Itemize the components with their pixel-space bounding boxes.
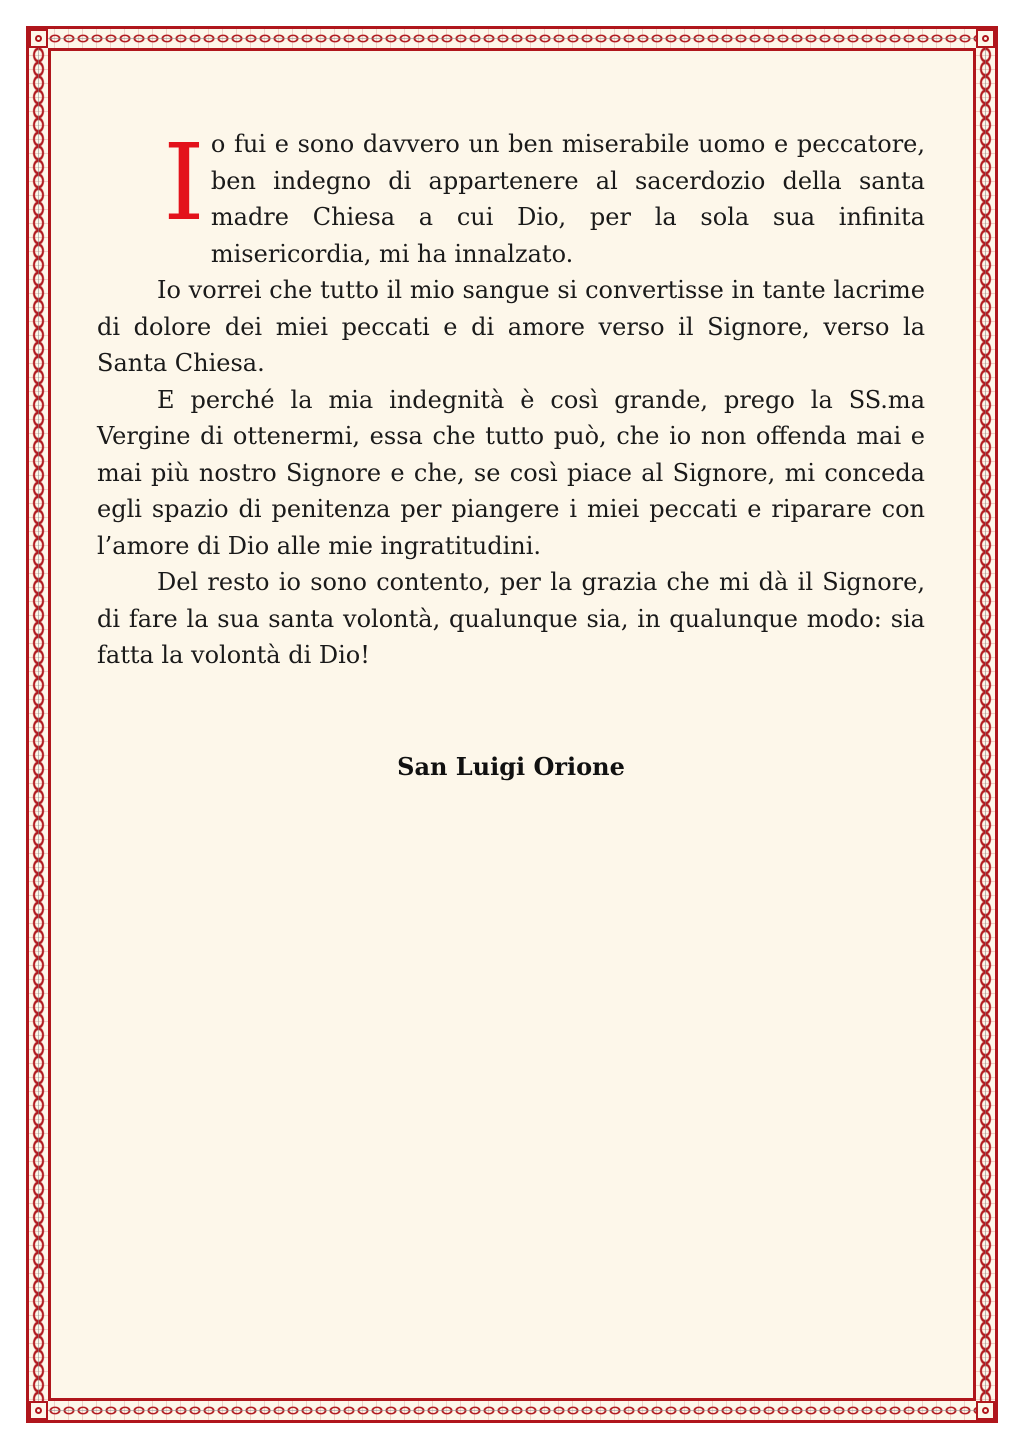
paragraph-4: Del resto io sono contento, per la grazia che mi dà il Signore, di fare la sua santa volontà, qualunque sia, in qualunque modo: sia fatta la volontà di Dio! — [97, 568, 925, 669]
paragraph-3: E perché la mia indegnità è così grande, prego la SS.ma Vergine di ottenermi, essa che tutto può, che io non offenda mai e mai più nostro Signore e che, se così piace al Signore, mi conceda egli spazio di penitenza per piangere i miei peccati e riparare con l’amore di Dio alle mie ingratitudini. — [97, 385, 925, 560]
frame-corner-bottom-left — [29, 1401, 48, 1420]
paragraph-2: Io vorrei che tutto il mio sangue si convertisse in tante lacrime di dolore dei miei peccati e di amore verso il Signore, verso la Santa Chiesa. — [97, 276, 925, 377]
frame-band-right-line — [985, 48, 986, 1401]
frame-band-bottom-line — [48, 1410, 976, 1411]
frame-corner-top-left — [29, 29, 48, 48]
letter-body — [97, 121, 925, 674]
paragraph-1-text: o fui e sono davvero un ben miserabile uomo e peccatore, ben indegno di appartenere al sacerdozio della santa madre Chiesa a cui Dio, per la sola sua infinita misericordia, mi ha innalzato. — [210, 130, 925, 268]
frame-corner-bottom-right — [976, 1401, 995, 1420]
paragraph-1 — [97, 121, 925, 272]
frame-band-left-line — [38, 48, 39, 1401]
frame-band-top-line — [48, 38, 976, 39]
drop-cap: I — [163, 121, 205, 244]
signature: San Luigi Orione — [397, 752, 625, 781]
frame-corner-top-right — [976, 29, 995, 48]
